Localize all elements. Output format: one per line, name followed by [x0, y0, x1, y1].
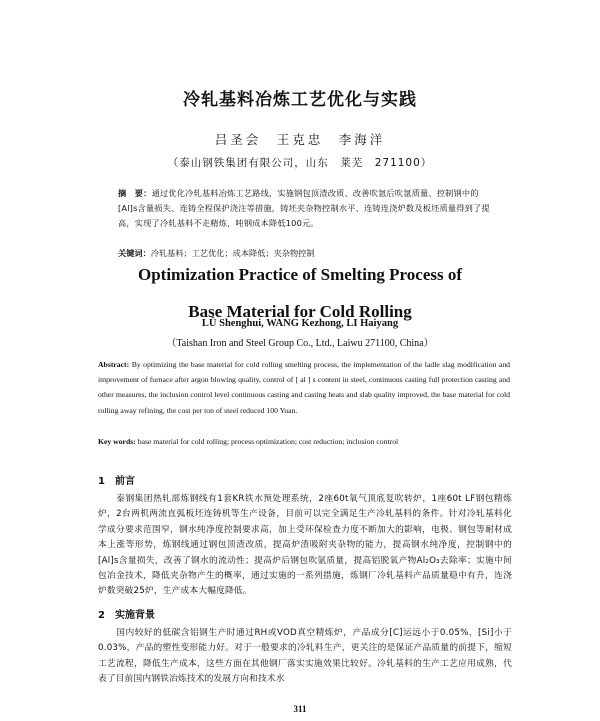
chinese-affiliation: （泰山钢铁集团有限公司，山东 莱芜 271100） [167, 157, 433, 169]
english-keywords-text: base material for cold rolling; process optimization; cost reduction; inclusion control [137, 437, 399, 446]
english-affiliation: （Taishan Iron and Steel Group Co., Ltd., Laiwu 271100, China） [166, 338, 434, 349]
section-heading: 1 前言 [98, 476, 135, 487]
english-abstract [98, 357, 510, 418]
english-keywords [98, 435, 510, 449]
section-paragraph: 国内较好的低碳含铝钢生产时通过RH或VOD真空精炼炉，产品成分[C]运远小于0.05%，[Si]小于0.03%，产品的塑性变形能力好。对于一般要求的冷轧料生产，更关注的是保证产品质量的前提下，缩短工艺流程，降低生产成本，这些方面在其他钢厂落实实施效果比较好。冷轧基料的生产工艺应用成熟，代表了目前国内钢铁冶炼技术的发展方向和技术水 [98, 628, 512, 685]
chinese-title: 冷轧基料冶炼工艺优化与实践 [183, 90, 417, 110]
chinese-abstract [118, 186, 496, 232]
chinese-abstract-label: 摘 要： [118, 188, 152, 198]
section-heading: 2 实施背景 [98, 610, 155, 621]
chinese-keywords-text: 冷轧基料；工艺优化；成本降低；夹杂物控制 [150, 248, 315, 258]
english-abstract-text: By optimizing the base material for cold rolling smelting process, the implementation of the ladle slag modification and improvement of furnace after argon blowing quality, control of [ al ] s content in steel, continuous casting full protection casting and other measures, the inclusion control level continuous casting and casting heats and slab quality improved, the base material for cold rolling away refining, the cost per ton of steel reduced 100 Yuan. [98, 360, 511, 415]
chinese-abstract-text: 通过优化冷轧基料冶炼工艺路线，实施钢包顶渣改质、改善吹氩后吹氩质量、控制钢中的[Al]s含量损失、连铸全程保护浇注等措施，铸坯夹杂物控制水平、连铸连浇炉数及板坯质量得到了提高，实现了冷轧基料不走精炼，吨钢成本降低100元。 [118, 188, 490, 229]
chinese-keywords-label: 关键词： [118, 248, 151, 258]
english-abstract-label: Abstract: [98, 360, 130, 369]
english-title: Optimization Practice of Smelting Process of Base Material for Cold Rolling [137, 265, 463, 321]
english-authors: LÜ Shenghui, WANG Kezhong, LI Haiyang [201, 318, 399, 329]
chinese-authors: 吕圣会 王克忠 李海洋 [214, 132, 386, 147]
english-keywords-label: Key words: [98, 437, 136, 446]
section-paragraph: 泰钢集团热轧部炼钢线有1套KR铁水预处理系统，2座60t氧气顶底复吹转炉，1座60t LF钢包精炼炉，2台两机两流直弧板坯连铸机等生产设备，目前可以完全满足生产冷轧基料的条件。针对冷轧基料化学成分要求范围窄，钢水纯净度控制要求高，加上受环保检查力度不断加大的影响，电极、钢包等耐材成本上涨等形势，炼钢线通过钢包顶渣改质，提高炉渣吸附夹杂物的能力，提高钢水纯净度，控制钢中的[Al]s含量损失，改善了钢水的流动性；提高炉后钢包吹氩质量，提高铝脱氧产物Al₂O₃去除率；实施中间包冶金技术，降低夹杂物产生的概率，通过实施的一系列措施，炼钢厂冷轧基料产品质量稳中有升，连浇炉数突破25炉，生产成本大幅度降低。 [98, 494, 512, 597]
page-number: 311 [293, 704, 307, 714]
